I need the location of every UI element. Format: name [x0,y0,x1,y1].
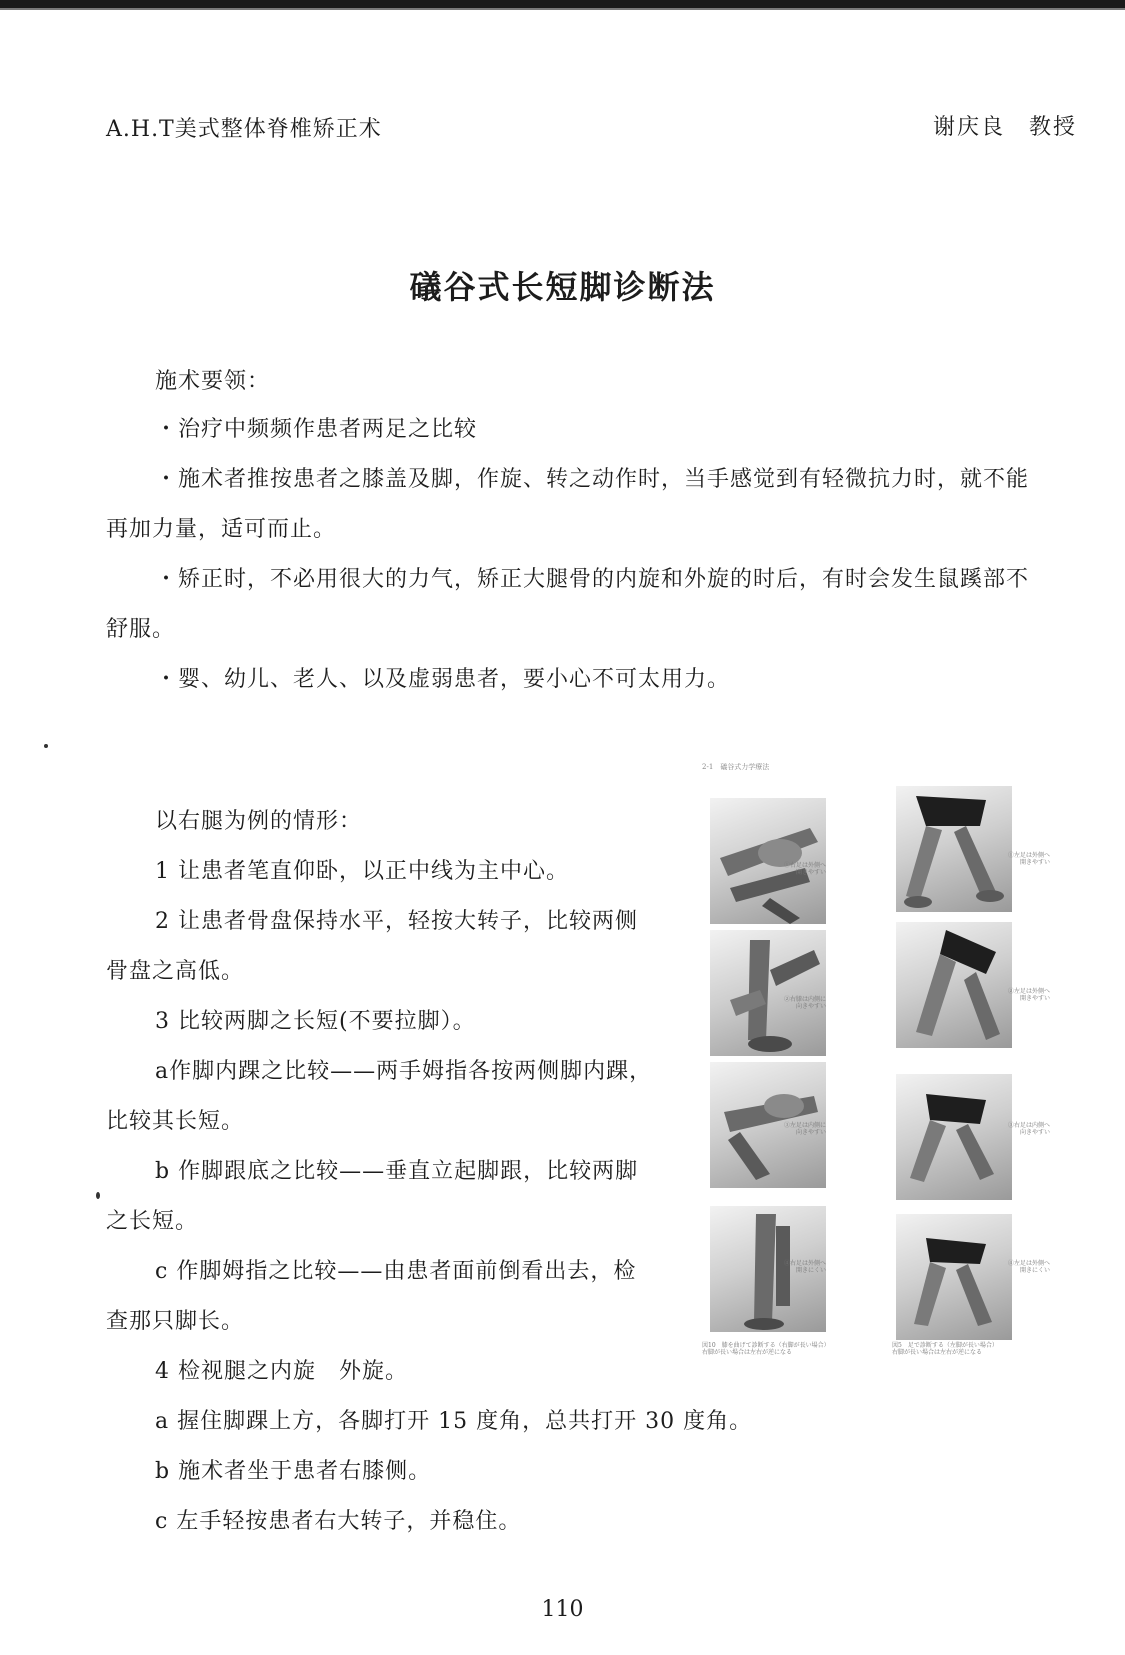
photo-label: ①右足は外側へ 開きやすい [783,862,826,876]
section2-line: 比较其长短。 [106,1109,245,1134]
photo-label: ③右足は内側へ 向きやすい [1007,1122,1050,1136]
photo-label: ②左足は外側へ 開きやすい [1007,988,1050,1002]
figure-caption-right: 図5 足で診断する（左脚が長い場合） 右脚が長い場合は左右が逆になる [892,1342,998,1356]
section2-line: c 左手轻按患者右大转子，并稳住。 [155,1509,522,1534]
figure-caption-left: 図10 膝を曲げて診断する（右脚が長い場合） 右脚が長い場合は左右が逆になる [702,1342,830,1356]
photo-label: ②右膝は内側に 向きやすい [783,996,826,1010]
section2-line: 3 比较两脚之长短(不要拉脚）。 [155,1009,476,1034]
top-border-shadow [0,8,1125,10]
section2-line: 4 检视腿之内旋 外旋。 [155,1359,408,1384]
section2-line: a作脚内踝之比较——两手姆指各按两侧脚内踝， [155,1059,653,1084]
running-header-title: A.H.T美式整体脊椎矫正术 [106,117,382,142]
top-border [0,0,1125,8]
section2-line: 1 让患者笔直仰卧，以正中线为主中心。 [155,859,569,884]
section2-line: c 作脚姆指之比较——由患者面前倒看出去，检 [155,1259,637,1284]
running-header-author: 谢庆良 教授 [932,115,1077,140]
photo-label: ③左足は内側に 向きやすい [783,1122,826,1136]
section2-line: a 握住脚踝上方，各脚打开 15 度角，总共打开 30 度角。 [155,1409,753,1434]
photo-foot-test-1 [896,786,1012,912]
photo-label: ④左足は外側へ 開きにくい [1007,1260,1050,1274]
section2-line: b 作脚跟底之比较——垂直立起脚跟，比较两脚 [155,1159,639,1184]
figure-caption-top: 2-1 礒谷式力学療法 [702,763,770,771]
section1-line: ・婴、幼儿、老人、以及虚弱患者，要小心不可太用力。 [155,667,731,692]
section1-line: 再加力量，适可而止。 [106,517,337,542]
section2-line: 2 让患者骨盘保持水平，轻按大转子，比较两侧 [155,909,638,934]
photo-knee-test-1 [710,798,826,924]
photo-foot-test-3 [896,1074,1012,1200]
photo-label: ④右足は外側へ 開きにくい [783,1260,826,1274]
page-title: 礒谷式长短脚诊断法 [409,268,716,306]
section2-line: b 施术者坐于患者右膝侧。 [155,1459,432,1484]
section1-line: ・施术者推按患者之膝盖及脚，作旋、转之动作时，当手感觉到有轻微抗力时，就不能 [155,467,1030,492]
page-number: 110 [541,1597,584,1622]
section2-line: 骨盘之高低。 [106,959,245,984]
scan-speck [96,1192,100,1199]
photo-foot-test-4 [896,1214,1012,1340]
section1-line: ・治疗中频频作患者两足之比较 [155,417,478,442]
diagnosis-photo-figure [702,762,1072,1362]
section1-line: 舒服。 [106,617,176,642]
scan-speck [44,744,48,748]
photo-label: ①左足は外側へ 開きやすい [1007,852,1050,866]
photo-knee-test-2 [710,930,826,1056]
section2-heading: 以右腿为例的情形： [155,809,363,834]
section1-heading: 施术要领： [155,369,271,394]
photo-foot-test-2 [896,922,1012,1048]
section2-line: 查那只脚长。 [106,1309,245,1334]
section1-line: ・矫正时，不必用很大的力气，矫正大腿骨的内旋和外旋的时后，有时会发生鼠蹊部不 [155,567,1030,592]
section2-line: 之长短。 [106,1209,199,1234]
